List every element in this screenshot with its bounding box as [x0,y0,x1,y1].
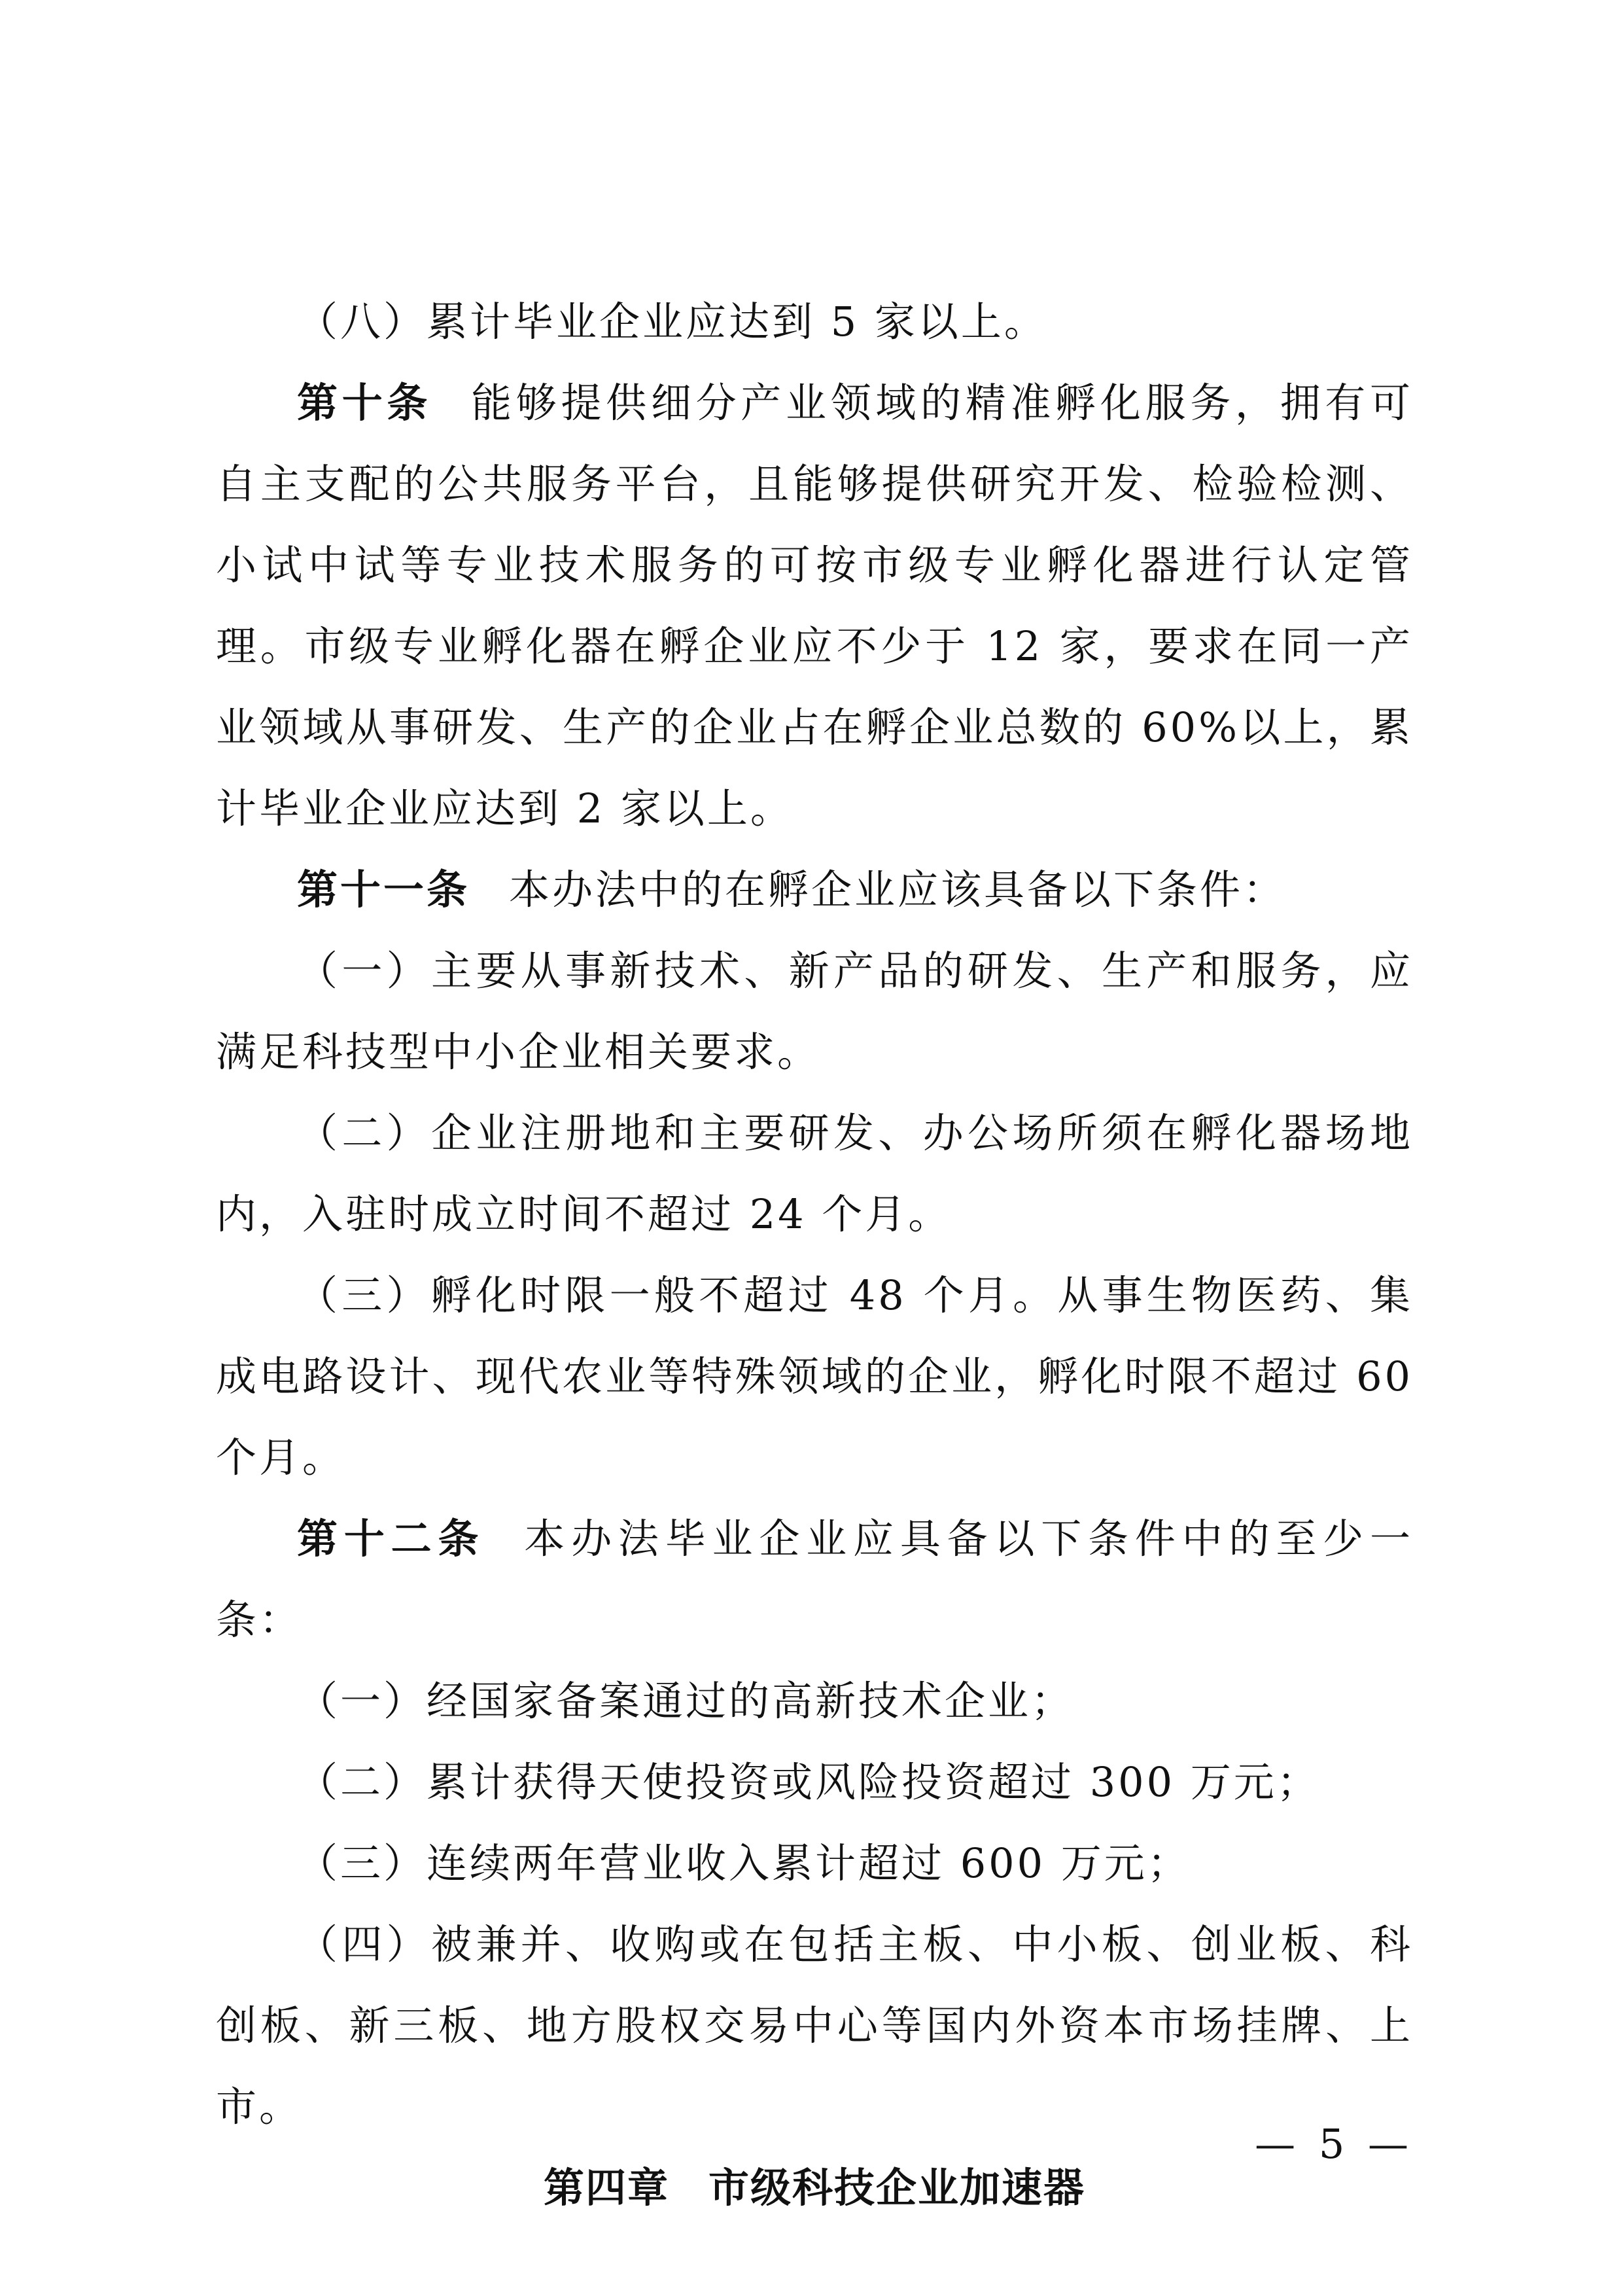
article-10-text: 能够提供细分产业领域的精准孵化服务，拥有可自主支配的公共服务平台，且能够提供研究开发、检验检测、小试中试等专业技术服务的可按市级专业孵化器进行认定管理。市级专业孵化器在孵企业应不少于 12 家，要求在同一产业领域从事研发、生产的企业占在孵企业总数的 60%以上，累计毕业企业应达到 2 家以上。 [216,379,1413,832]
article-12-item-2: （二）累计获得天使投资或风险投资超过 300 万元； [297,1758,1320,1806]
article-11-item-1: （一）主要从事新技术、新产品的研发、生产和服务，应满足科技型中小企业相关要求。 [216,947,1413,1076]
article-10 [216,362,1413,849]
article-12 [216,1498,1413,1661]
article-11-text: 本办法中的在孵企业应该具备以下条件： [509,866,1287,913]
article-12-item-4: （四）被兼并、收购或在包括主板、中小板、创业板、科创板、新三板、地方股权交易中心等国内外资本市场挂牌、上市。 [216,1920,1413,2130]
article-10-heading: 第十条 [297,379,432,427]
article-12-item-1: （一）经国家备案通过的高新技术企业； [297,1677,1075,1725]
chapter-title: 市级科技企业加速器 [708,2164,1086,2212]
article-12-heading: 第十二条 [297,1515,485,1563]
chapter-number: 第四章 [543,2164,669,2212]
article-11-item-2: （二）企业注册地和主要研发、办公场所须在孵化器场地内，入驻时成立时间不超过 24 个月。 [216,1109,1413,1238]
article-11-item-3: （三）孵化时限一般不超过 48 个月。从事生物医药、集成电路设计、现代农业等特殊领域的企业，孵化时限不超过 60 个月。 [216,1271,1413,1481]
article-11-heading: 第十一条 [297,866,470,913]
page-number: — 5 — [1255,2120,1414,2168]
article-12-text: 本办法毕业企业应具备以下条件中的至少一条： [216,1515,1413,1644]
document-body [216,281,1413,2229]
article-11 [216,849,1413,930]
chapter-heading [216,2147,1413,2229]
article-12-item-3: （三）连续两年营业收入累计超过 600 万元； [297,1839,1191,1887]
paragraph-item-8: （八）累计毕业企业应达到 5 家以上。 [297,298,1047,345]
